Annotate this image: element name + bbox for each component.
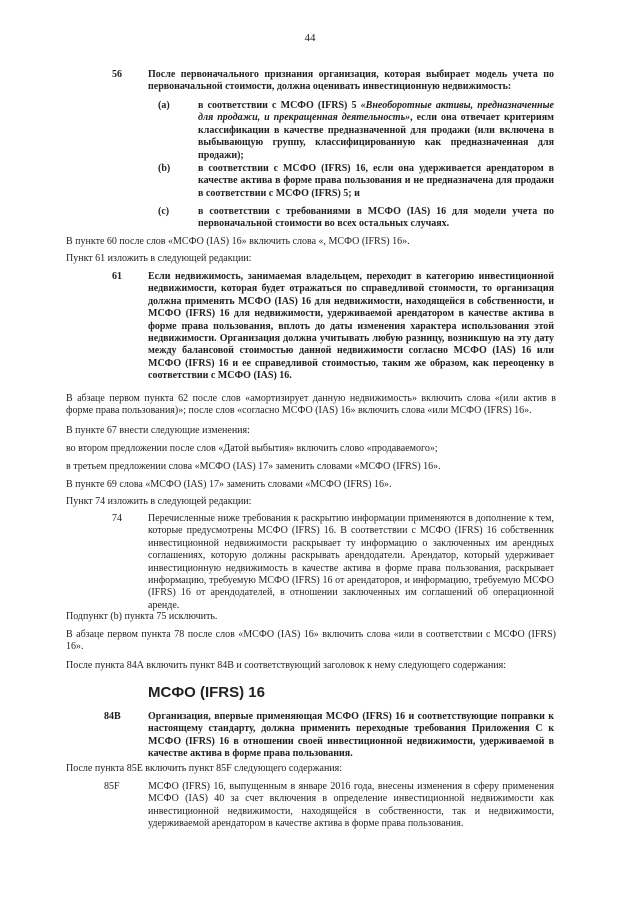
item-a-label: (a) (158, 100, 170, 111)
instruction-p69: В пункте 69 слова «МСФО (IAS) 17» заменить словами «МСФО (IFRS) 16». (66, 479, 392, 490)
item-b-label: (b) (158, 163, 171, 174)
paragraph-number-56: 56 (112, 69, 122, 80)
paragraph-84b-text: Организация, впервые применяющая МСФО (IFRS) 16 и соответствующие поправки к настоящему стандарту, должна применить переходные требования Приложения С к МСФО (IFRS) 16 в отношении своей инвестиционной недвижимости, удерживаемой в качестве актива в форме права пользования. (148, 711, 554, 760)
instruction-p84a: После пункта 84А включить пункт 84В и соответствующий заголовок к нему следующего содержания: (66, 660, 507, 671)
instruction-p67-item2: в третьем предложении слова «МСФО (IAS) 17» заменить словами «МСФО (IFRS) 16». (66, 461, 441, 472)
paragraph-number-61: 61 (112, 271, 122, 282)
paragraph-number-84b: 84B (104, 711, 121, 722)
instruction-p62: В абзаце первом пункта 62 после слов «амортизирует данную недвижимость» включить слова «(или актив в форме права пользования)»; после слов «согласно МСФО (IAS) 16» включить слова «или МСФО (IFRS) 16». (66, 393, 556, 417)
page-number: 44 (304, 32, 316, 44)
paragraph-61-text: Если недвижимость, занимаемая владельцем, переходит в категорию инвестиционной недвижимости, которая будет отражаться по справедливой стоимости, то организация должна применять МСФО (IAS) 16 для недвижимости, находящейся в собственности, и МСФО (IFRS) 16 для недвижимости, удерживаемой арендатором в качестве актива в форме права пользования, вплоть до даты изменения характера использования этой недвижимости. Организация должна учитывать любую разницу, возникшую на эту дату между балансовой стоимостью данной недвижимости согласно МСФО (IAS) 16 или МСФО (IFRS) 16 и ее справедливой стоимостью, таким же образом, как переоценку в соответствии с МСФО (IAS) 16. (148, 271, 554, 382)
paragraph-number-74: 74 (112, 513, 122, 524)
item-a-text (198, 100, 554, 162)
instruction-p60: В пункте 60 после слов «МСФО (IAS) 16» включить слова «, МСФО (IFRS) 16». (66, 236, 410, 247)
item-c-label: (c) (158, 206, 170, 217)
paragraph-56-intro: После первоначального признания организация, которая выбирает модель учета по первоначальной стоимости, должна оценивать инвестиционную недвижимость: (148, 69, 554, 93)
item-b-text: в соответствии с МСФО (IFRS) 16, если она удерживается арендатором в качестве актива в форме права пользования и не предназначена для продажи в соответствии с МСФО (IFRS) 5; и (198, 163, 554, 199)
instruction-p61: Пункт 61 изложить в следующей редакции: (66, 253, 252, 264)
section-heading: МСФО (IFRS) 16 (148, 684, 265, 701)
paragraph-number-85f: 85F (104, 781, 120, 792)
instruction-p75: Подпункт (b) пункта 75 исключить. (66, 611, 218, 622)
instruction-p85e: После пункта 85Е включить пункт 85F следующего содержания: (66, 763, 343, 774)
instruction-p78: В абзаце первом пункта 78 после слов «МСФО (IAS) 16» включить слова «или в соответствии с МСФО (IFRS) 16». (66, 629, 556, 653)
ifrs5-title: «Внеоборотные активы, предназначенные для продажи, и прекращенная деятельность» (198, 100, 554, 124)
instruction-p67-item1: во втором предложении после слов «Датой выбытия» включить слово «продаваемого»; (66, 443, 438, 454)
paragraph-85f-text: МСФО (IFRS) 16, выпущенным в январе 2016 года, внесены изменения в сферу применения МСФО (IAS) 40 за счет включения в определение инвестиционной недвижимости как инвестиционной недвижимости, находящейся в собственности, так и недвижимости, удерживаемой арендатором в качестве актива в форме права пользования. (148, 781, 554, 830)
paragraph-74-text: Перечисленные ниже требования к раскрытию информации применяются в дополнение к тем, которые предусмотрены МСФО (IFRS) 16. В соответствии с МСФО (IFRS) 16 собственник инвестиционной недвижимости раскрывает ту информацию о заключенных им арендных соглашениях, которую должны раскрывать арендодатели. Арендатор, который удерживает инвестиционную недвижимость в качестве актива в форме права пользования, раскрывает информацию, требуемую МСФО (IFRS) 16 от арендаторов, и информацию, требуемую МСФО (IFRS) 16 от арендодателей, в отношении заключенных им соглашений об операционной аренде. (148, 513, 554, 611)
instruction-p67: В пункте 67 внести следующие изменения: (66, 425, 250, 436)
item-a-pre: в соответствии с МСФО (IFRS) 5 (198, 100, 361, 111)
instruction-p74: Пункт 74 изложить в следующей редакции: (66, 496, 252, 507)
item-c-text: в соответствии с требованиями в МСФО (IAS) 16 для модели учета по первоначальной стоимости во всех остальных случаях. (198, 206, 554, 230)
item-a-post: , если она отвечает критериям классификации в качестве предназначенной для продажи (или включена в выбывающую группу, классифицированную как предназначенная для продажи); (198, 112, 554, 161)
